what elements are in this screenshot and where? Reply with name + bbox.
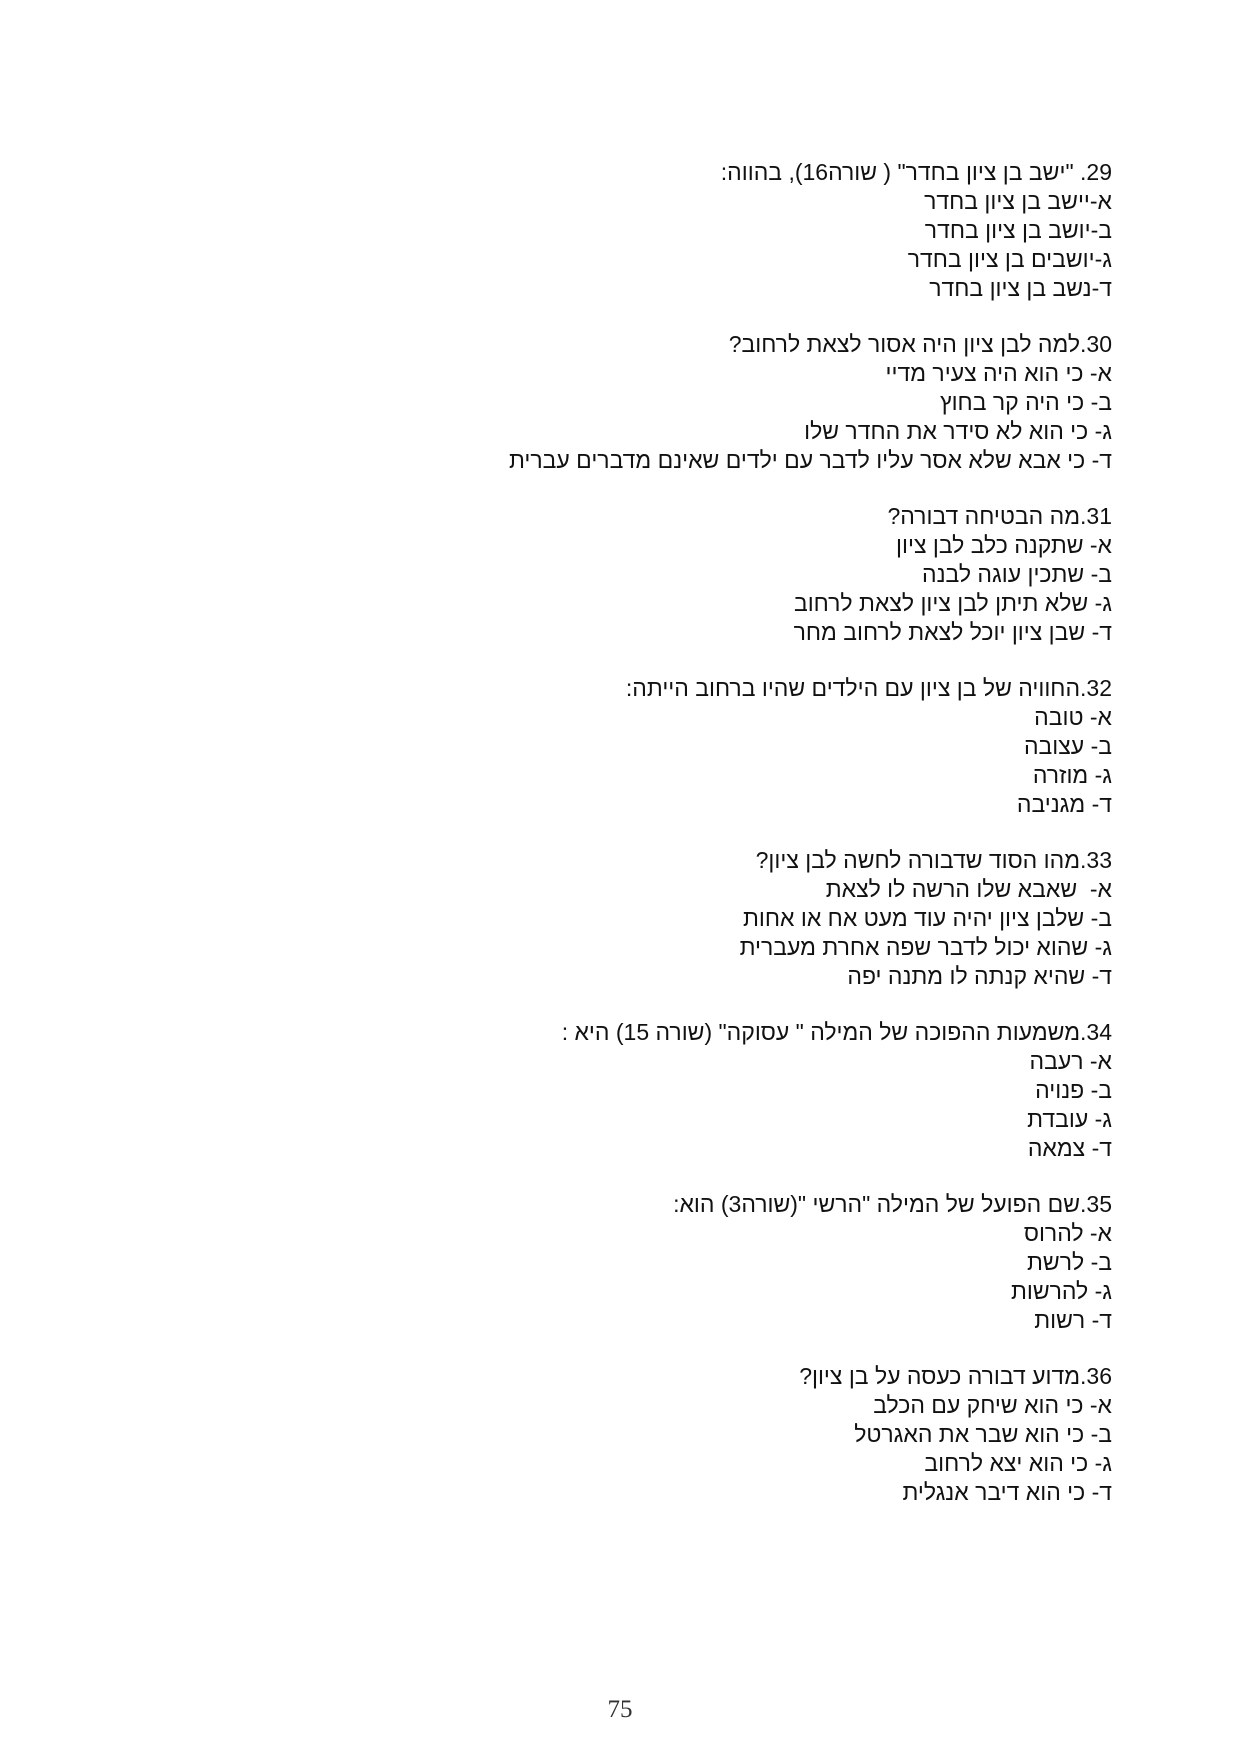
question-title: 31.מה הבטיחה דבורה?	[887, 503, 1112, 529]
answer-option: ב- כי הוא שבר את האגרטל	[854, 1421, 1112, 1447]
answer-option: ד- שבן ציון יוכל לצאת לרחוב מחר	[793, 619, 1112, 645]
answer-option: ד- שהיא קנתה לו מתנה יפה	[847, 963, 1112, 989]
question-title: 33.מהו הסוד שדבורה לחשה לבן ציון?	[755, 847, 1112, 873]
question-31	[352, 502, 1112, 647]
question-36	[352, 1362, 1112, 1507]
answer-option: ג- שהוא יכול לדבר שפה אחרת מעברית	[739, 934, 1112, 960]
answer-option: א- שתקנה כלב לבן ציון	[896, 532, 1112, 558]
answer-option: ד- רשות	[1034, 1307, 1112, 1333]
answer-option: א- כי הוא שיחק עם הכלב	[873, 1392, 1112, 1418]
answer-option: ד- צמאה	[1027, 1135, 1112, 1161]
answer-option: ג- להרשות	[1010, 1278, 1112, 1304]
answer-option: א-יישב בן ציון בחדר	[924, 188, 1112, 214]
answer-option: ב- פנויה	[1035, 1077, 1112, 1103]
answer-options	[352, 187, 1112, 303]
answer-option: ד- כי אבא שלא אסר עליו לדבר עם ילדים שאינם מדברים עברית	[508, 447, 1112, 473]
question-32	[352, 674, 1112, 819]
answer-option: א- שאבא שלו הרשה לו לצאת	[825, 876, 1112, 902]
answer-option: ג- כי הוא יצא לרחוב	[924, 1450, 1112, 1476]
answer-options	[352, 875, 1112, 991]
answer-options	[352, 531, 1112, 647]
question-33	[352, 846, 1112, 991]
question-list	[352, 158, 1112, 1534]
answer-option: ג- כי הוא לא סידר את החדר שלו	[804, 418, 1112, 444]
question-title: 32.החוויה של בן ציון עם הילדים שהיו ברחוב הייתה:	[625, 675, 1112, 701]
question-title: 35.שם הפועל של המילה "הרשי "(שורה3) הוא:	[673, 1191, 1112, 1217]
answer-option: ב- שלבן ציון יהיה עוד מעט אח או אחות	[743, 905, 1112, 931]
answer-option: ג- שלא תיתן לבן ציון לצאת לרחוב	[793, 590, 1112, 616]
question-title: 36.מדוע דבורה כעסה על בן ציון?	[799, 1363, 1112, 1389]
answer-option: א- להרוס	[1023, 1220, 1112, 1246]
answer-option: א- טובה	[1034, 704, 1112, 730]
question-35	[352, 1190, 1112, 1335]
answer-options	[352, 1391, 1112, 1507]
answer-option: ב- עצובה	[1023, 733, 1112, 759]
question-title: 30.למה לבן ציון היה אסור לצאת לרחוב?	[728, 331, 1112, 357]
answer-option: ג- עובדת	[1027, 1106, 1112, 1132]
answer-options	[352, 1047, 1112, 1163]
answer-option: ד- מגניבה	[1016, 791, 1112, 817]
answer-option: ג-יושבים בן ציון בחדר	[907, 246, 1112, 272]
answer-options	[352, 1219, 1112, 1335]
page-number: 75	[607, 1696, 633, 1723]
question-title: 34.משמעות ההפוכה של המילה " עסוקה" (שורה 15) היא :	[561, 1019, 1112, 1045]
answer-option: ב- כי היה קר בחוץ	[939, 389, 1112, 415]
answer-option: ד-נשב בן ציון בחדר	[929, 275, 1112, 301]
answer-options	[352, 703, 1112, 819]
question-title: 29. "ישב בן ציון בחדר" ( שורה16), בהווה:	[720, 159, 1112, 185]
answer-option: א- כי הוא היה צעיר מדיי	[885, 360, 1112, 386]
question-34	[352, 1018, 1112, 1163]
answer-option: ב- לרשת	[1027, 1249, 1112, 1275]
answer-option: א- רעבה	[1029, 1048, 1112, 1074]
answer-option: ב-יושב בן ציון בחדר	[924, 217, 1112, 243]
question-30	[352, 330, 1112, 475]
question-29	[352, 158, 1112, 303]
answer-option: ד- כי הוא דיבר אנגלית	[902, 1479, 1112, 1505]
answer-option: ב- שתכין עוגה לבנה	[922, 561, 1112, 587]
answer-option: ג- מוזרה	[1032, 762, 1112, 788]
answer-options	[352, 359, 1112, 475]
